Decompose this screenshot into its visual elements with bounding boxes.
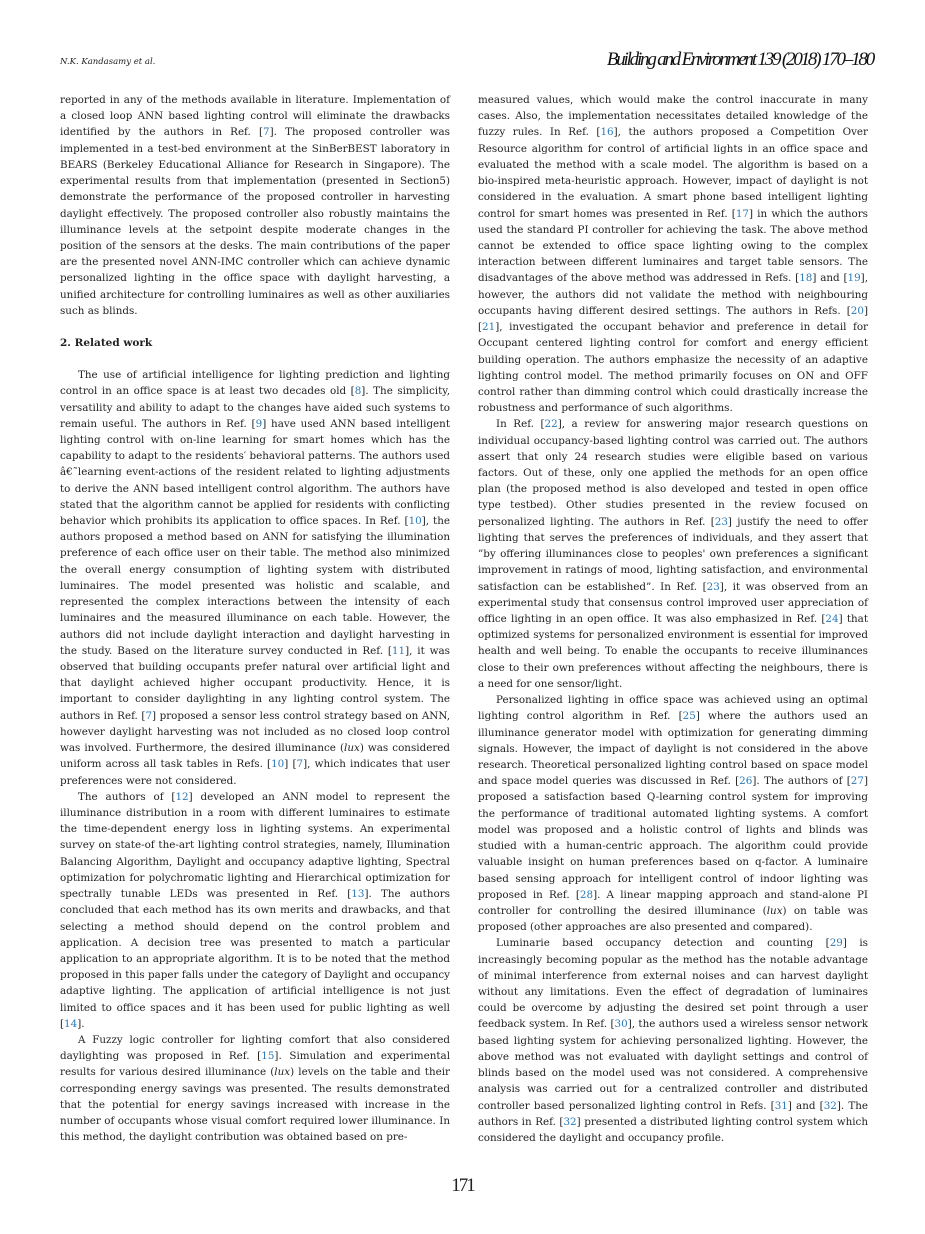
paragraph: The authors of [12] developed an ANN model to represent the illuminance distribution in a room with different luminaires to estimate the time-dependent energy loss in lighting systems. An experimental survey on state-of the-art lighting control strategies, namely, Illumination Balancing Algorithm, Daylight and occupancy adaptive lighting, Spectral optimization for polychromatic lighting and Hierarchical optimization for spectrally tunable LEDs was presented in Ref. [13]. The authors concluded that each method has its own merits and drawbacks, and that selecting a method should depend on the control problem and application. A decision tree was presented to match a particular application to an appropriate algorithm. It is to be noted that the method proposed in this paper falls under the category of Daylight and occupancy adaptive lighting. The application of artificial intelligence is not just limited to office spaces and it has been used for public lighting as well [14]. [60, 790, 451, 1030]
citation-link[interactable]: 32 [823, 1099, 837, 1112]
citation-link[interactable]: 8 [354, 385, 362, 398]
citation-link[interactable]: 30 [614, 1018, 628, 1031]
running-header-authors: N.K. Kandasamy et al. [60, 57, 156, 67]
left-column [60, 92, 450, 1146]
section-heading: 2. Related work [60, 337, 153, 350]
citation-link[interactable]: 9 [255, 417, 263, 430]
paragraph: reported in any of the methods available in literature. Implementation of a closed loop ANN based lighting control will eliminate the drawbacks identified by the authors in Ref. [7]. The proposed controller was implemented in a test-bed environment at the SinBerBEST laboratory in BEARS (Berkeley Educational Alliance for Research in Singapore). The experimental results from that implementation (presented in Section5) demonstrate the performance of the proposed controller in harvesting daylight effectively. The proposed controller also robustly maintains the illuminance levels at the setpoint despite moderate changes in the position of the sensors at the desks. The main contributions of the paper are the presented novel ANN-IMC controller which can achieve dynamic personalized lighting in the office space with daylight harvesting, a unified architecture for controlling luminaires as well as other auxiliaries such as blinds. [60, 94, 450, 317]
citation-link[interactable]: 31 [774, 1099, 788, 1112]
citation-link[interactable]: 21 [482, 321, 496, 334]
page-number: 171 [451, 1175, 474, 1196]
citation-link[interactable]: 18 [799, 272, 813, 285]
citation-link[interactable]: 25 [682, 710, 696, 723]
citation-link[interactable]: 13 [351, 888, 365, 901]
citation-link[interactable]: 24 [825, 613, 839, 625]
citation-link[interactable]: 20 [850, 304, 864, 317]
citation-link[interactable]: 23 [714, 515, 728, 528]
citation-link[interactable]: 28 [579, 888, 594, 901]
paragraph: Personalized lighting in office space was achieved using an optimal lighting control algorithm in Ref. [25] where the authors used an illuminance generator model with optimization for generating dimming signals. However, the impact of daylight is not considered in the above research. Theoretical personalized lighting control based on space model and space model queries was discussed in Ref. [26]. The authors of [27] proposed a satisfaction based Q-learning control system for improving the performance of traditional automated lighting systems. A comfort model was proposed and a holistic control of lights and blinds was studied with a human-centric approach. The algorithm could provide valuable insight on human preferences based on q-factor. A luminaire based sensing approach for intelligent control of indoor lighting was proposed in Ref. [28]. A linear mapping approach and stand-alone PI controller for controlling the desired illuminance (lux) on table was proposed (other approaches are also presented and compared). [478, 694, 868, 934]
citation-link[interactable]: 27 [850, 775, 864, 788]
citation-link[interactable]: 10 [271, 758, 285, 771]
citation-link[interactable]: 23 [706, 580, 720, 593]
citation-link[interactable]: 7 [263, 126, 270, 139]
citation-link[interactable]: 7 [145, 709, 153, 722]
paragraph: measured values, which would make the control inaccurate in many cases. Also, the implementation necessitates detailed knowledge of the fuzzy rules. In Ref. [16], the authors proposed a Competition Over Resource algorithm for control of artificial lights in an office space and evaluated the method with a scale model. The algorithm is based on a bio-inspired meta-heuristic approach. However, impact of daylight is not considered in the evaluation. A smart phone based intelligent lighting control for smart homes was presented in Ref. [17] in which the authors used the standard PI controller for achieving the task. The above method cannot be extended to office space lighting owing to the complex interaction between different luminaires and target table sensors. The disadvantages of the above method was addressed in Refs. [18] and [19], however, the authors did not validate the method with neighbouring occupants having different desired settings. The authors in Refs. [20] [21], investigated the occupant behavior and preference in detail for Occupant centered lighting control for comfort and energy efficient building operation. The authors emphasize the necessity of an adaptive lighting control model. The method primarily focuses on ON and OFF control rather than dimming control which could drastically increase the robustness and performance of such algorithms. [478, 94, 868, 415]
paragraph: The use of artificial intelligence for lighting prediction and lighting control in an office space is at least two decades old [8]. The simplicity, versatility and ability to adapt to the changes have aided such systems to remain useful. The authors in Ref. [9] have used ANN based intelligent lighting control with on-line learning for smart homes which has the capability to adapt to the residents′ behavioral patterns. The authors used â€˜learning event-actions of the resident related to lighting adjustments to derive the ANN based intelligent control algorithm. The authors have stated that the algorithm cannot be applied for residents with conflicting behavior which prohibits its application to office spaces. In Ref. [10], the authors proposed a method based on ANN for satisfying the illumination preference of each office user on their table. The method also minimized the overall energy consumption of lighting system with distributed luminaires. The model presented was holistic and scalable, and represented the complex interactions between the intensity of each luminaires and the measured illuminance on each table. However, the authors did not include daylight interaction and daylight harvesting in the study. Based on the literature survey conducted in Ref. [11], it was observed that building occupants prefer natural over artificial light and that daylight achieved higher occupant productivity. Hence, it is important to consider daylighting in any lighting control system. The authors in Ref. [7] proposed a sensor less control strategy based on ANN, however daylight harvesting was not included as no closed loop control was involved. Furthermore, the desired illuminance (lux) was considered uniform across all task tables in Refs. [10] [7], which indicates that user preferences were not considered. [60, 369, 451, 787]
paragraph: A Fuzzy logic controller for lighting comfort that also considered daylighting was proposed in Ref. [15]. Simulation and experimental results for various desired illuminance (lux) levels on the table and their corresponding energy savings was presented. The results demonstrated that the potential for energy savings increased with increase in the number of occupants whose visual comfort required lower illuminance. In this method, the daylight contribution was obtained based on pre- [60, 1034, 451, 1144]
citation-link[interactable]: 12 [175, 790, 189, 803]
citation-link[interactable]: 32 [563, 1115, 577, 1128]
right-column [478, 92, 868, 1146]
citation-link[interactable]: 10 [408, 515, 422, 528]
citation-link[interactable]: 11 [391, 644, 406, 657]
citation-link[interactable]: 22 [544, 418, 558, 431]
citation-link[interactable]: 7 [296, 758, 304, 771]
paragraph: In Ref. [22], a review for answering major research questions on individual occupancy-based lighting control was carried out. The authors assert that only 24 research studies were eligible based on various factors. Out of these, only one applied the methods for an open office plan (the proposed method is also developed and tested in open office type testbed). Other studies presented in the review focused on personalized lighting. The authors in Ref. [23] justify the need to offer lighting that serves the preferences of individuals, and they assert that ”by offering illuminances close to peoples' own preferences a significant improvement in ratings of mood, lighting satisfaction, and environmental satisfaction can be established”. In Ref. [23], it was observed from an experimental study that consensus control improved user appreciation of office lighting in an open office. It was also emphasized in Ref. [24] that optimized systems for personalized environment is essential for improved health and well being. To enable the occupants to receive illuminances close to their own preferences without affecting the neighbours, there is a need for one sensor/light. [478, 418, 869, 690]
citation-link[interactable]: 19 [847, 272, 861, 285]
citation-link[interactable]: 14 [64, 1017, 78, 1030]
paragraph: Luminarie based occupancy detection and counting [29] is increasingly becoming popular as the method has the notable advantage of minimal interference from external noises and can harvest daylight without any limitations. Even the effect of degradation of luminaires could be overcome by adjusting the desired set point through a user feedback system. In Ref. [30], the authors used a wireless sensor network based lighting system for achieving personalized lighting. However, the above method was not evaluated with daylight settings and control of blinds based on the model used was not considered. A comprehensive analysis was carried out for a centralized controller and distributed controller based personalized lighting control in Refs. [31] and [32]. The authors in Ref. [32] presented a distributed lighting control system which considered the daylight and occupancy profile. [478, 937, 869, 1144]
citation-link[interactable]: 16 [600, 126, 614, 139]
citation-link[interactable]: 26 [739, 775, 753, 788]
citation-link[interactable]: 15 [261, 1050, 275, 1063]
citation-link[interactable]: 17 [735, 207, 749, 220]
running-header-journal: Building and Environment 139 (2018) 170–180 [606, 49, 873, 70]
citation-link[interactable]: 29 [829, 937, 843, 950]
